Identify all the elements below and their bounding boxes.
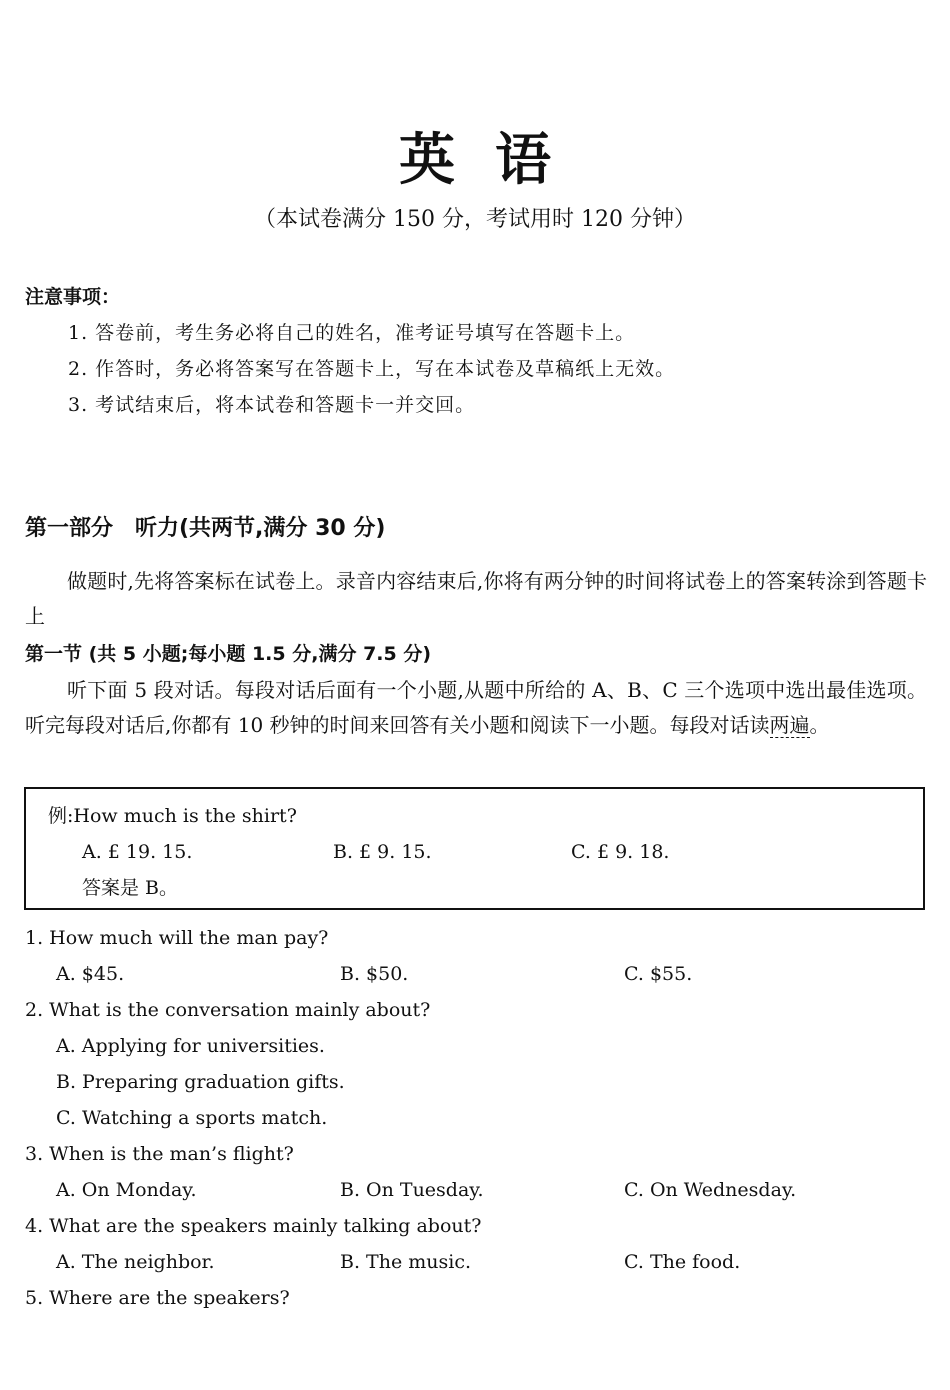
question-1-option-a: A. $45. bbox=[56, 963, 125, 985]
question-4-option-c: C. The food. bbox=[624, 1251, 741, 1273]
example-option-b: B. £ 9. 15. bbox=[333, 841, 432, 863]
question-3-option-b: B. On Tuesday. bbox=[340, 1179, 484, 1201]
section1-heading: 第一节 (共 5 小题;每小题 1.5 分,满分 7.5 分) bbox=[25, 643, 432, 665]
question-1-option-b: B. $50. bbox=[340, 963, 409, 985]
instructions-main: 听下面 5 段对话。每段对话后面有一个小题,从题中所给的 A、B、C 三个选项中选出最佳选项。听完每段对话后,你都有 10 秒钟的时间来回答有关小题和阅读下一小题。每段对话读 bbox=[25, 678, 927, 737]
question-3-option-a: A. On Monday. bbox=[56, 1179, 197, 1201]
example-box bbox=[24, 787, 925, 910]
instructions-end: 。 bbox=[809, 713, 830, 737]
question-4-option-b: B. The music. bbox=[340, 1251, 471, 1273]
question-2-option-c: C. Watching a sports match. bbox=[56, 1107, 328, 1129]
question-2-stem: 2. What is the conversation mainly about? bbox=[25, 999, 431, 1021]
question-3-option-c: C. On Wednesday. bbox=[624, 1179, 797, 1201]
example-option-c: C. £ 9. 18. bbox=[571, 841, 670, 863]
notice-heading: 注意事项： bbox=[25, 286, 121, 308]
question-4-option-a: A. The neighbor. bbox=[56, 1251, 215, 1273]
question-3-stem: 3. When is the man’s flight? bbox=[25, 1143, 294, 1165]
question-1-option-c: C. $55. bbox=[624, 963, 693, 985]
example-question: 例:How much is the shirt? bbox=[48, 805, 297, 827]
example-answer: 答案是 B。 bbox=[82, 877, 179, 899]
part1-intro: 做题时,先将答案标在试卷上。录音内容结束后,你将有两分钟的时间将试卷上的答案转涂到答题卡上 bbox=[25, 569, 927, 628]
question-2-option-a: A. Applying for universities. bbox=[56, 1035, 325, 1057]
question-2-option-b: B. Preparing graduation gifts. bbox=[56, 1071, 345, 1093]
notice-item-1: 1. 答卷前，考生务必将自己的姓名，准考证号填写在答题卡上。 bbox=[68, 322, 636, 344]
question-1-stem: 1. How much will the man pay? bbox=[25, 927, 329, 949]
question-5-stem: 5. Where are the speakers? bbox=[25, 1287, 290, 1309]
section1-instructions bbox=[25, 673, 927, 743]
notice-item-2: 2. 作答时，务必将答案写在答题卡上，写在本试卷及草稿纸上无效。 bbox=[68, 358, 676, 380]
example-option-a: A. £ 19. 15. bbox=[82, 841, 193, 863]
notice-item-3: 3. 考试结束后，将本试卷和答题卡一并交回。 bbox=[68, 394, 476, 416]
question-4-stem: 4. What are the speakers mainly talking about? bbox=[25, 1215, 482, 1237]
exam-title: 英语 bbox=[399, 127, 591, 193]
instructions-emphasis: 两遍 bbox=[769, 713, 810, 737]
exam-subtitle: （本试卷满分 150 分，考试用时 120 分钟） bbox=[254, 207, 696, 232]
part1-heading: 第一部分 听力(共两节,满分 30 分) bbox=[25, 516, 386, 541]
